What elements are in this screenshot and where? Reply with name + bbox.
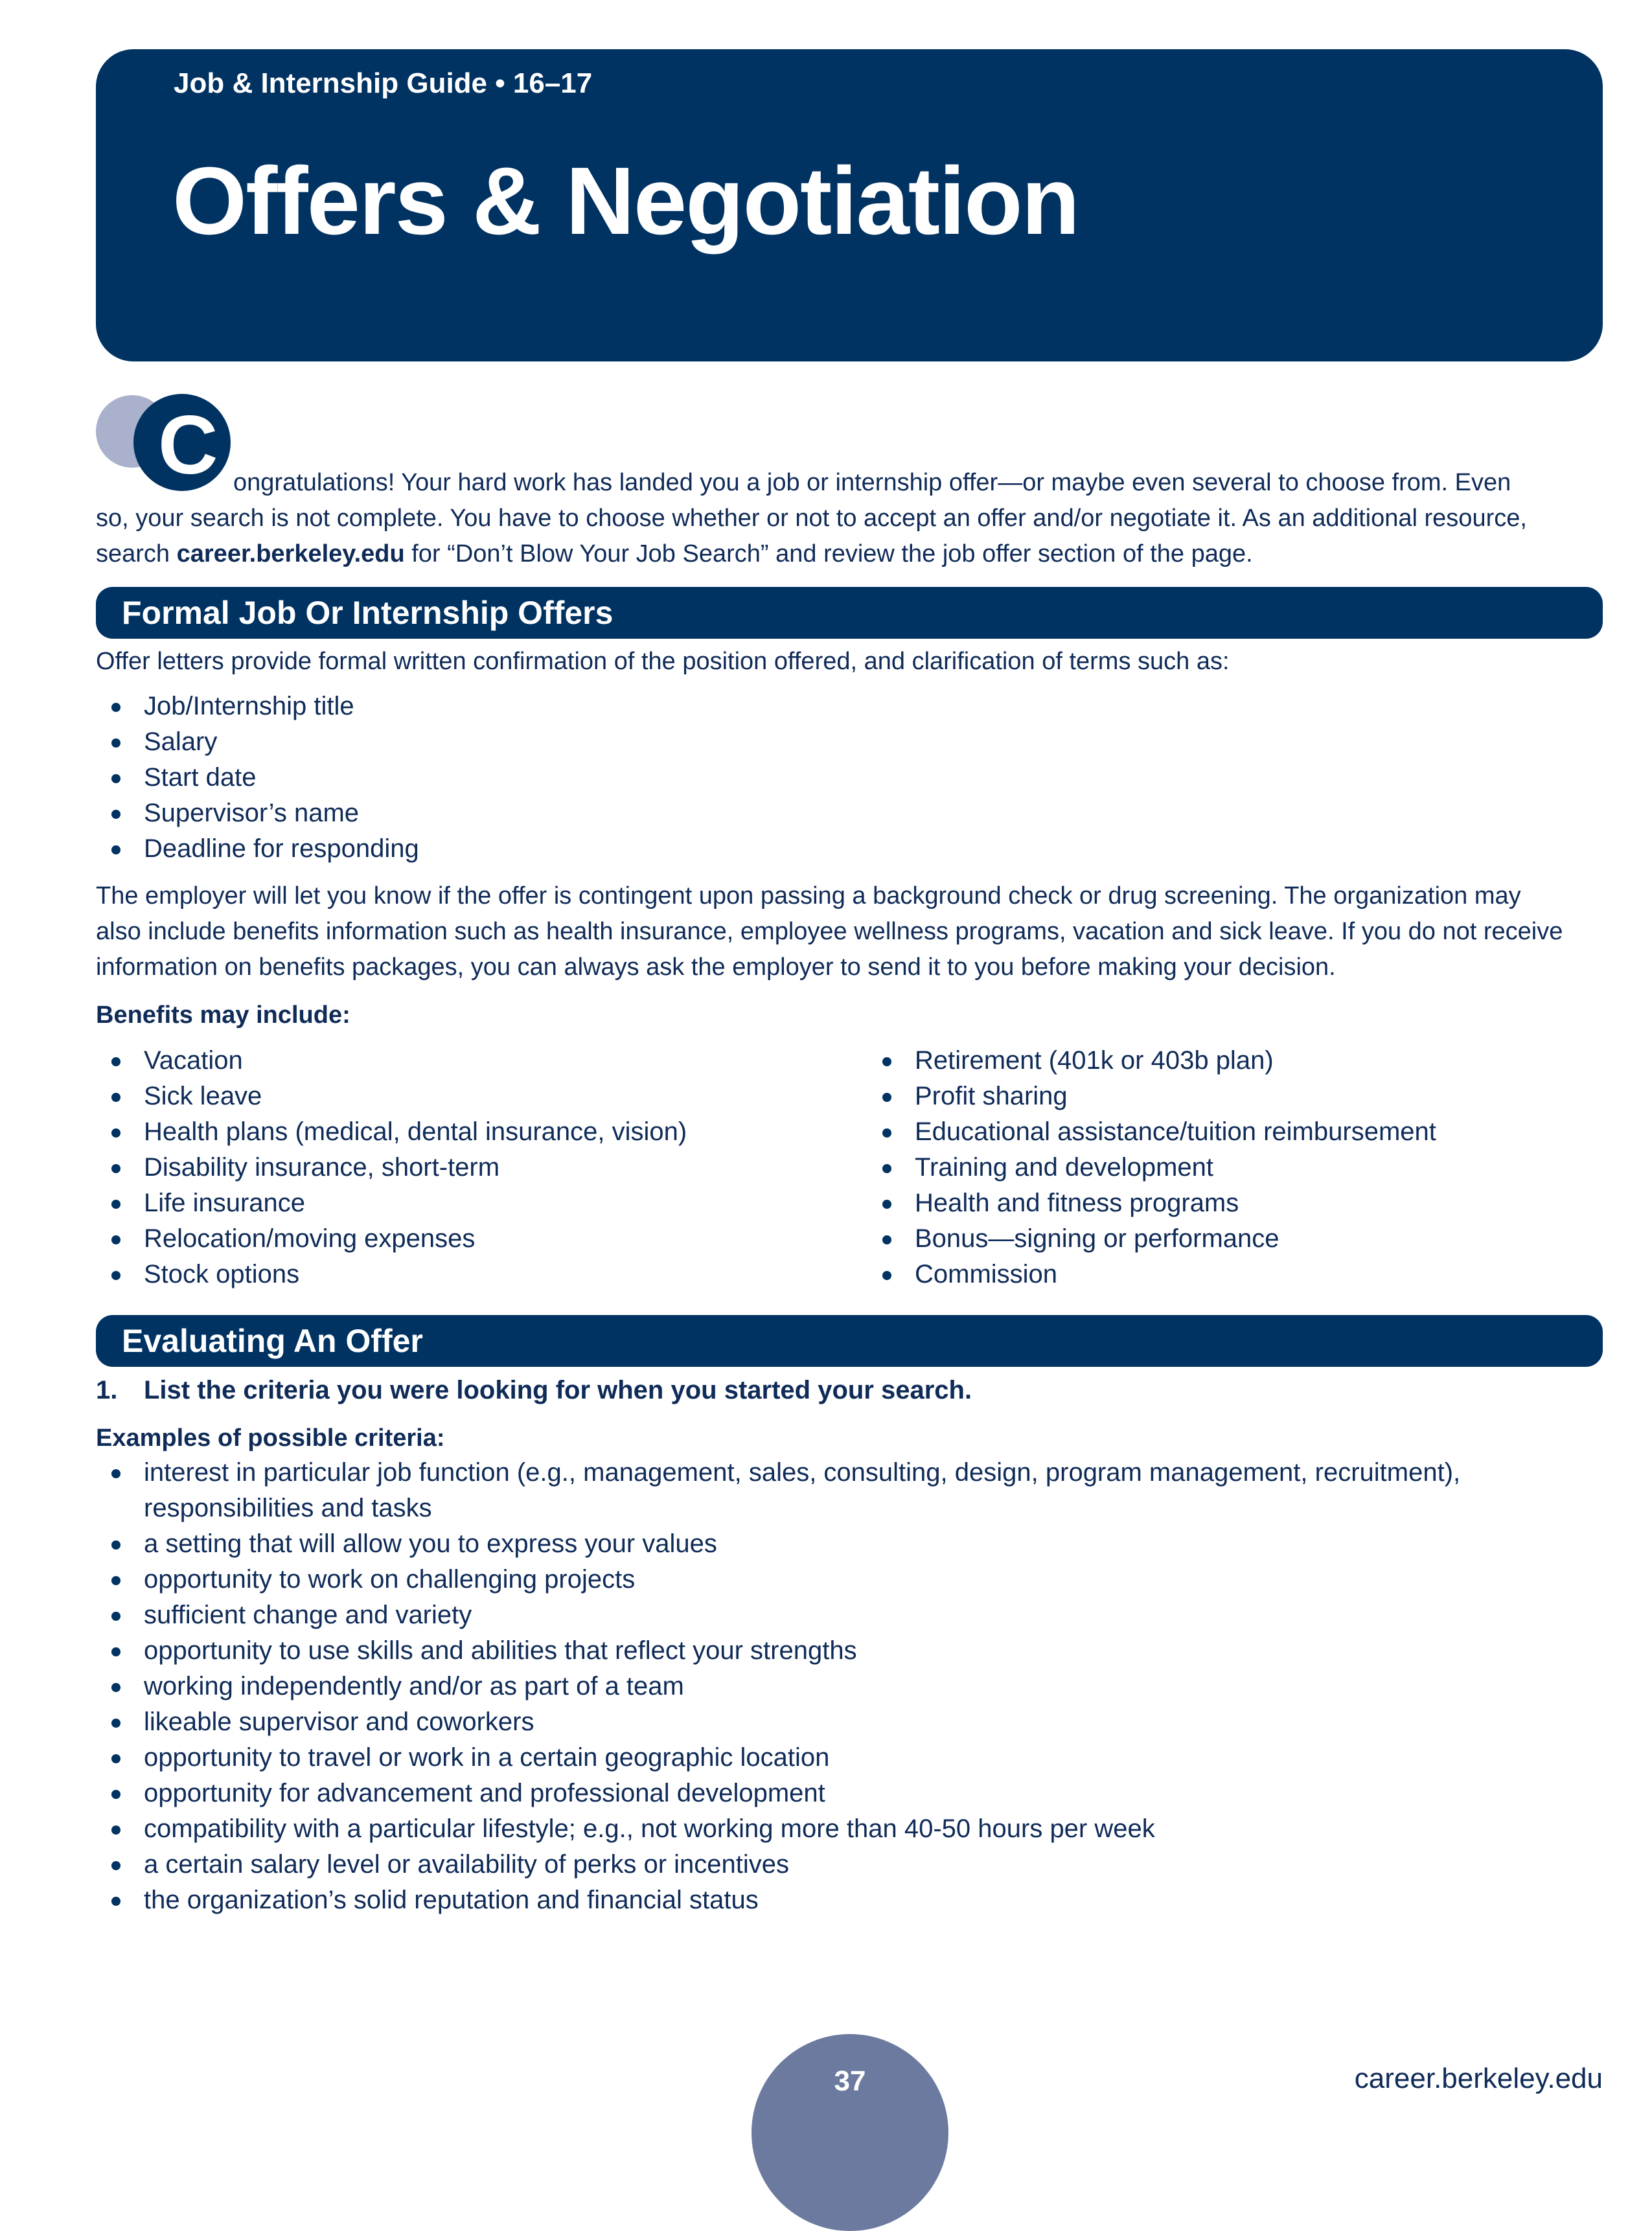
intro-text: search: [96, 540, 177, 567]
offer-terms-list: [96, 689, 419, 867]
benefits-paragraph-line: information on benefits packages, you can always ask the employer to send it to you before making your decision.: [96, 954, 1336, 981]
list-item: Educational assistance/tuition reimbursement: [867, 1114, 1436, 1150]
list-item: [96, 1455, 1460, 1526]
list-item: opportunity to use skills and abilities that reflect your strengths: [96, 1633, 1460, 1669]
list-item: likeable supervisor and coworkers: [96, 1704, 1460, 1740]
benefits-heading: Benefits may include:: [96, 1001, 350, 1029]
page-title: Offers & Negotiation: [172, 148, 1079, 255]
list-item: Relocation/moving expenses: [96, 1221, 687, 1257]
list-item: sufficient change and variety: [96, 1597, 1460, 1633]
list-item: Health plans (medical, dental insurance, vision): [96, 1114, 687, 1150]
list-item: Job/Internship title: [96, 689, 419, 724]
step-number: 1.: [96, 1376, 118, 1404]
page-number-badge: [751, 2034, 948, 2231]
intro-paragraph: [96, 465, 1605, 572]
list-item: Profit sharing: [867, 1079, 1436, 1114]
benefits-list-right: [867, 1043, 1436, 1292]
criteria-list: [96, 1455, 1460, 1918]
list-item: Disability insurance, short-term: [96, 1150, 687, 1185]
list-item: Start date: [96, 760, 419, 795]
header-banner: [96, 49, 1603, 361]
list-item: Bonus—signing or performance: [867, 1221, 1436, 1257]
section-heading-evaluating: Evaluating An Offer: [96, 1315, 1603, 1367]
step-one: [96, 1376, 972, 1405]
step-text: List the criteria you were looking for when you started your search.: [144, 1376, 972, 1404]
list-item: opportunity to travel or work in a certain geographic location: [96, 1740, 1460, 1776]
list-item: Commission: [867, 1257, 1436, 1292]
criteria-text: responsibilities and tasks: [144, 1494, 432, 1522]
list-item: opportunity to work on challenging projects: [96, 1562, 1460, 1597]
footer-url[interactable]: career.berkeley.edu: [1354, 2063, 1603, 2094]
intro-line: [96, 536, 1605, 572]
benefits-paragraph-line: also include benefits information such as health insurance, employee wellness programs, vacation and sick leave. If you do not receive: [96, 918, 1563, 945]
list-item: Sick leave: [96, 1079, 687, 1114]
list-item: Deadline for responding: [96, 831, 419, 867]
examples-heading: Examples of possible criteria:: [96, 1424, 445, 1452]
list-item: Life insurance: [96, 1185, 687, 1221]
list-item: Health and fitness programs: [867, 1185, 1436, 1221]
offers-lead: Offer letters provide formal written confirmation of the position offered, and clarification of terms such as:: [96, 648, 1230, 675]
list-item: Training and development: [867, 1150, 1436, 1185]
guide-label: Job & Internship Guide • 16–17: [174, 67, 593, 99]
intro-line: ongratulations! Your hard work has landed you a job or internship offer—or maybe even several to choose from. Even: [233, 469, 1511, 496]
intro-text: for “Don’t Blow Your Job Search” and review the job offer section of the page.: [404, 540, 1253, 567]
list-item: working independently and/or as part of a team: [96, 1669, 1460, 1704]
section-heading-offers: Formal Job Or Internship Offers: [96, 587, 1603, 639]
list-item: Retirement (401k or 403b plan): [867, 1043, 1436, 1079]
list-item: a certain salary level or availability of perks or incentives: [96, 1847, 1460, 1882]
list-item: Vacation: [96, 1043, 687, 1079]
list-item: compatibility with a particular lifestyle; e.g., not working more than 40-50 hours per week: [96, 1811, 1460, 1847]
dropcap-letter: C: [158, 399, 218, 492]
career-link[interactable]: career.berkeley.edu: [176, 540, 405, 567]
intro-line: so, your search is not complete. You have to choose whether or not to accept an offer and/or negotiate it. As an additional resource,: [96, 505, 1527, 532]
benefits-paragraph-line: The employer will let you know if the offer is contingent upon passing a background check or drug screening. The organization may: [96, 882, 1521, 910]
list-item: a setting that will allow you to express your values: [96, 1526, 1460, 1562]
criteria-text: interest in particular job function (e.g., management, sales, consulting, design, program management, recruitment),: [144, 1458, 1461, 1487]
benefits-list-left: [96, 1043, 687, 1292]
list-item: the organization’s solid reputation and financial status: [96, 1882, 1460, 1918]
list-item: opportunity for advancement and professional development: [96, 1776, 1460, 1811]
page-number: 37: [834, 2065, 866, 2097]
list-item: Supervisor’s name: [96, 795, 419, 831]
list-item: Stock options: [96, 1257, 687, 1292]
list-item: Salary: [96, 724, 419, 760]
